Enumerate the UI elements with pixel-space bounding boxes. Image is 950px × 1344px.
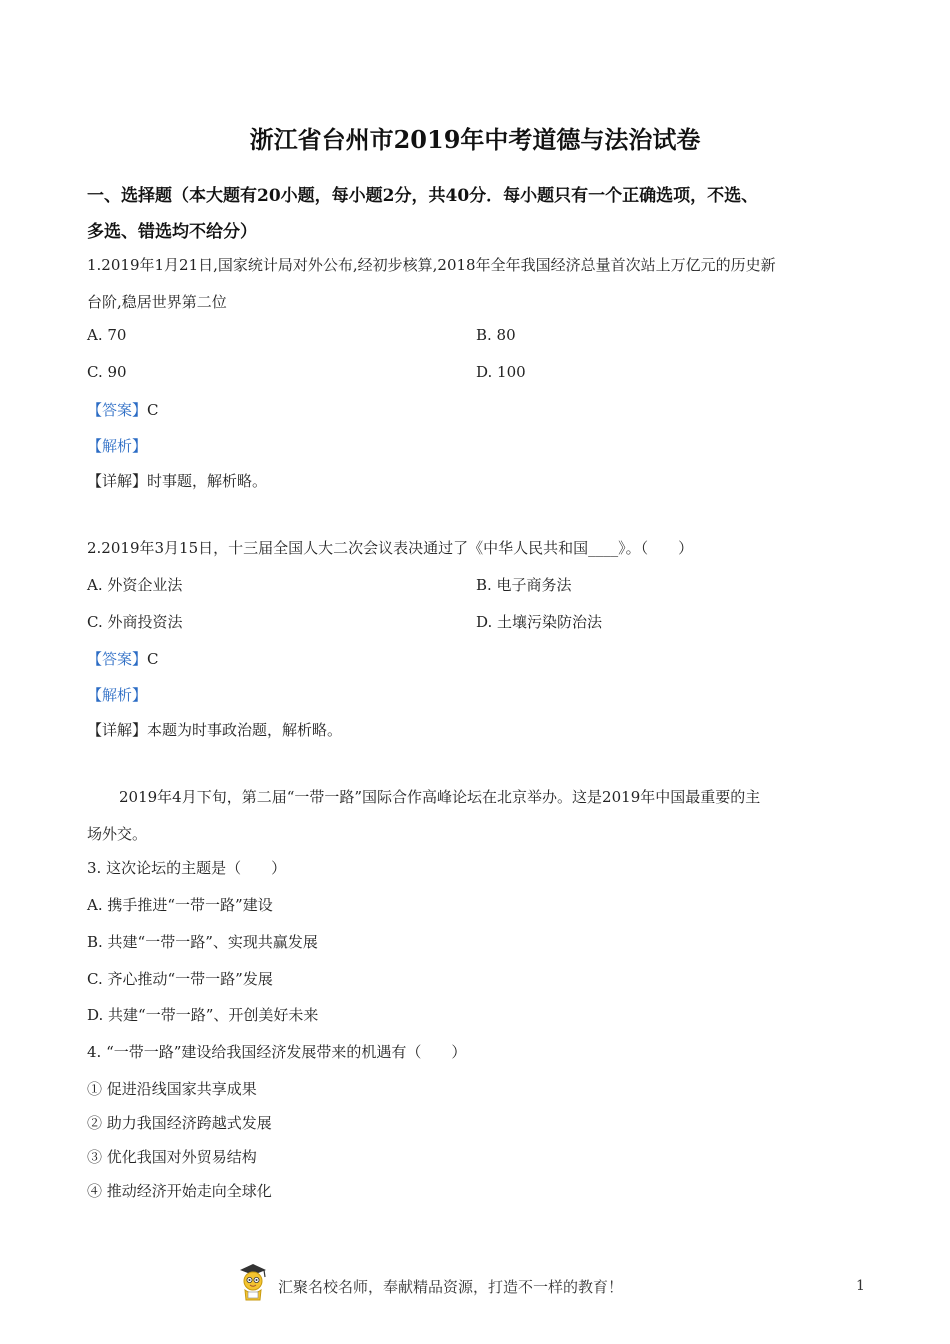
- q4-option-2: ② 助力我国经济跨越式发展: [87, 1114, 272, 1132]
- q1-option-d: D. 100: [476, 363, 526, 381]
- document-title: 浙江省台州市2019年中考道德与法治试卷: [249, 125, 701, 154]
- q1-analysis-tag: 【解析】: [87, 437, 148, 455]
- q4-option-4: ④ 推动经济开始走向全球化: [87, 1182, 272, 1200]
- q1-stem-line1: 1.2019年1月21日,国家统计局对外公布,经初步核算,2018年全年我国经济总量首次站上万亿元的历史新: [87, 256, 776, 274]
- q2-option-b: B. 电子商务法: [476, 576, 572, 594]
- q1-answer-tag: 【答案】: [87, 401, 148, 419]
- q2-analysis-tag: 【解析】: [87, 686, 148, 704]
- section-heading-line2: 多选、错选均不给分）: [87, 222, 257, 242]
- q2-stem: 2.2019年3月15日，十三届全国人大二次会议表决通过了《中华人民共和国____》。（ ）: [87, 539, 694, 557]
- q1-detail: 【详解】时事题，解析略。: [87, 472, 268, 490]
- q2-option-d: D. 土壤污染防治法: [476, 613, 603, 631]
- q3-stem: 3. 这次论坛的主题是（ ）: [87, 859, 287, 877]
- q1-option-b: B. 80: [476, 326, 516, 344]
- q1-answer: [87, 399, 159, 420]
- q1-option-a: A. 70: [87, 326, 127, 344]
- section-heading-line1: 一、选择题（本大题有20小题，每小题2分，共40分．每小题只有一个正确选项，不选、: [87, 186, 759, 206]
- q1-stem-line2: 台阶,稳居世界第二位: [87, 293, 227, 311]
- page-number: 1: [856, 1278, 865, 1294]
- q3-option-a: A. 携手推进“一带一路”建设: [87, 896, 273, 914]
- q3-option-d: D. 共建“一带一路”、开创美好未来: [87, 1006, 319, 1024]
- q2-answer: [87, 648, 159, 669]
- q2-detail: 【详解】本题为时事政治题，解析略。: [87, 721, 343, 739]
- mascot-logo-icon: [236, 1262, 270, 1302]
- q4-option-3: ③ 优化我国对外贸易结构: [87, 1148, 257, 1166]
- q4-stem: 4. “一带一路”建设给我国经济发展带来的机遇有（ ）: [87, 1043, 467, 1061]
- q2-answer-tag: 【答案】: [87, 650, 148, 668]
- q1-answer-value: C: [147, 401, 159, 419]
- material-line1: 2019年4月下旬，第二届“一带一路”国际合作高峰论坛在北京举办。这是2019年中国最重要的主: [119, 788, 761, 806]
- q3-option-b: B. 共建“一带一路”、实现共赢发展: [87, 933, 318, 951]
- q2-option-a: A. 外资企业法: [87, 576, 183, 594]
- material-line2: 场外交。: [87, 825, 148, 843]
- footer-slogan: 汇聚名校名师，奉献精品资源，打造不一样的教育！: [278, 1278, 624, 1296]
- q3-option-c: C. 齐心推动“一带一路”发展: [87, 970, 273, 988]
- q2-answer-value: C: [147, 650, 159, 668]
- q2-option-c: C. 外商投资法: [87, 613, 183, 631]
- q1-option-c: C. 90: [87, 363, 127, 381]
- q4-option-1: ① 促进沿线国家共享成果: [87, 1080, 257, 1098]
